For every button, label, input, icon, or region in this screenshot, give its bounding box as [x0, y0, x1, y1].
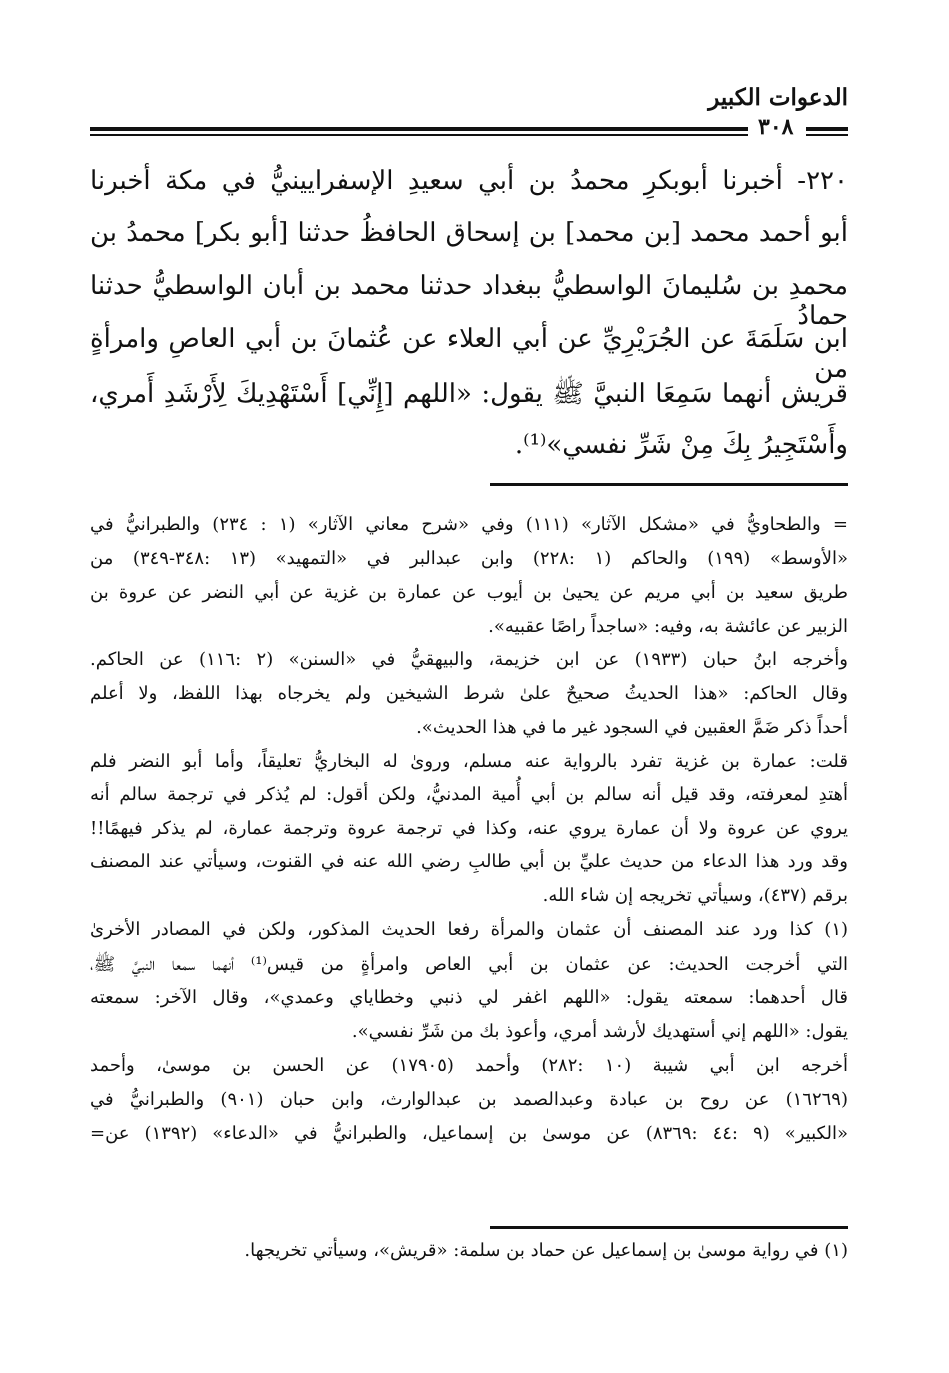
header-rule-thick	[90, 127, 748, 131]
header-rule-right-thick	[806, 127, 848, 131]
footnote-line: قال أحدهما: سمعته يقول: «اللهم اغفر لي ذنبي وخطاياي وعمدي»، وقال الآخر: سمعته	[90, 987, 848, 1008]
footnote-separator	[490, 483, 848, 486]
footnote-line: قلت: عمارة بن غزية تفرد بالرواية عنه مسلم، وروىٰ له البخاريُّ تعليقاً، وأما أبو النضر فلم	[90, 751, 848, 772]
main-text-line: محمدِ بن سُليمانَ الواسطيُّ ببغداد حدثنا محمد بن أبان الواسطيُّ حدثنا حمادُ	[90, 271, 848, 331]
main-text-line: قريش أنهما سَمِعَا النبيَّ ﷺ يقول: «اللهم [إِنِّي] أَسْتَهْدِيكَ لِأَرْشَدِ أَمري،	[90, 379, 848, 409]
main-text-line: ابن سَلَمَةَ عن الجُرَيْرِيِّ عن أبي العلاء عن عُثمانَ بن أبي العاصِ وامرأةٍ من	[90, 324, 848, 384]
footnote-line: «الأوسط» (١٩٩) والحاكم (١ :٢٢٨) وابن عبدالبر في «التمهيد» (١٣ :٣٤٨-٣٤٩) من	[90, 548, 848, 569]
footnote-line: «الكبير» (٩ :٤٤ :٨٣٦٩) عن موسىٰ بن إسماعيل، والطبرانيُّ في «الدعاء» (١٣٩٢) عن=	[90, 1123, 848, 1144]
footnote-line: = والطحاويُّ في «مشكل الآثار» (١١١) وفي «شرح معاني الآثار» (١ : ٢٣٤) والطبرانيُّ في	[90, 514, 848, 535]
footnote-line: أحداً ذكر ضَمَّ العقبين في السجود غير ما في هذا الحديث».	[416, 717, 848, 738]
footnote-line: وقال الحاكم: «هذا الحديثُ صحيحٌ علىٰ شرط الشيخين ولم يخرجاه بهذا اللفظ، ولا أعلم	[90, 683, 848, 704]
page-number: ٣٠٨	[758, 114, 794, 140]
bottom-footnote-separator	[490, 1226, 848, 1229]
main-text-line: ٢٢٠- أخبرنا أبوبكرِ محمدُ بن أبي سعيدِ الإسفرايينيُّ في مكة أخبرنا	[90, 166, 848, 196]
footnote-line: أخرجه ابن أبي شيبة (١٠ :٢٨٢) وأحمد (١٧٩٠٥) عن الحسن بن موسىٰ، وأحمد	[90, 1055, 848, 1076]
footnote-line: (١) كذا ورد عند المصنف أن عثمان والمرأة رفعا الحديث المذكور، ولكن في المصادر الأخرىٰ	[90, 919, 849, 940]
footnote-line: يقول: «اللهم إني أستهديك لأرشد أمري، وأعوذ بك من شَرِّ نفسي».	[351, 1021, 848, 1042]
footnote-line: وقد ورد هذا الدعاء من حديث عليِّ بن أبي طالبِ رضي الله عنه في القنوت، وسيأتي عند المصنف	[90, 851, 848, 872]
header-rule-thin	[90, 134, 748, 136]
footnote-line: (١٦٢٦٩) عن روح بن عبادة وعبدالصمد بن عبدالوارث، وابن حبان (٩٠١) والطبرانيُّ في	[90, 1089, 848, 1110]
footnote-line: وأخرجه ابنُ حبان (١٩٣٣) عن ابن خزيمة، والبيهقيُّ في «السنن» (٢ :١١٦) عن الحاكم.	[90, 649, 848, 670]
footnote-line: برقم (٤٣٧)، وسيأتي تخريجه إن شاء الله.	[542, 885, 848, 906]
running-header-title: الدعوات الكبير	[708, 84, 848, 111]
footnote-line: الزبير عن عائشة به، وفيه: «ساجداً راصًا عقبيه».	[488, 616, 848, 637]
bottom-footnote: (١) في رواية موسىٰ بن إسماعيل عن حماد بن سلمة: «قريش»، وسيأتي تخريجها.	[244, 1240, 848, 1261]
footnote-line: التي أخرجت الحديث: عن عثمان بن أبي العاص وامرأةٍ من قيس⁽¹⁾ أنهما سمعا النبيَّ ﷺ،	[90, 954, 848, 975]
header-rule-right-thin	[806, 134, 848, 136]
footnote-line: يروي عن عروة ولا أن عمارة يروي عنه، وكذا في ترجمة عروة وترجمة عمارة، لم يذكر فيهمًا!!	[90, 818, 848, 839]
main-text-line: وأَسْتَجِيرُ بِكَ مِنْ شَرِّ نفسي»⁽¹⁾.	[514, 430, 848, 460]
main-text-line: أبو أحمد محمد [بن محمد] بن إسحاق الحافظُ حدثنا [أبو بكر] محمدُ بن	[90, 218, 848, 248]
footnote-line: أهتدِ لمعرفته، وقد قيل أنه سالم بن أبي أُمية المدنيُّ، ولكن أقول: لم يُذكر في ترجمة سالم أنه	[90, 784, 848, 805]
footnote-line: طريق سعيد بن أبي مريم عن يحيىٰ بن أيوب عن عمارة بن غزية عن أبي النضر عن عروة بن	[90, 582, 848, 603]
